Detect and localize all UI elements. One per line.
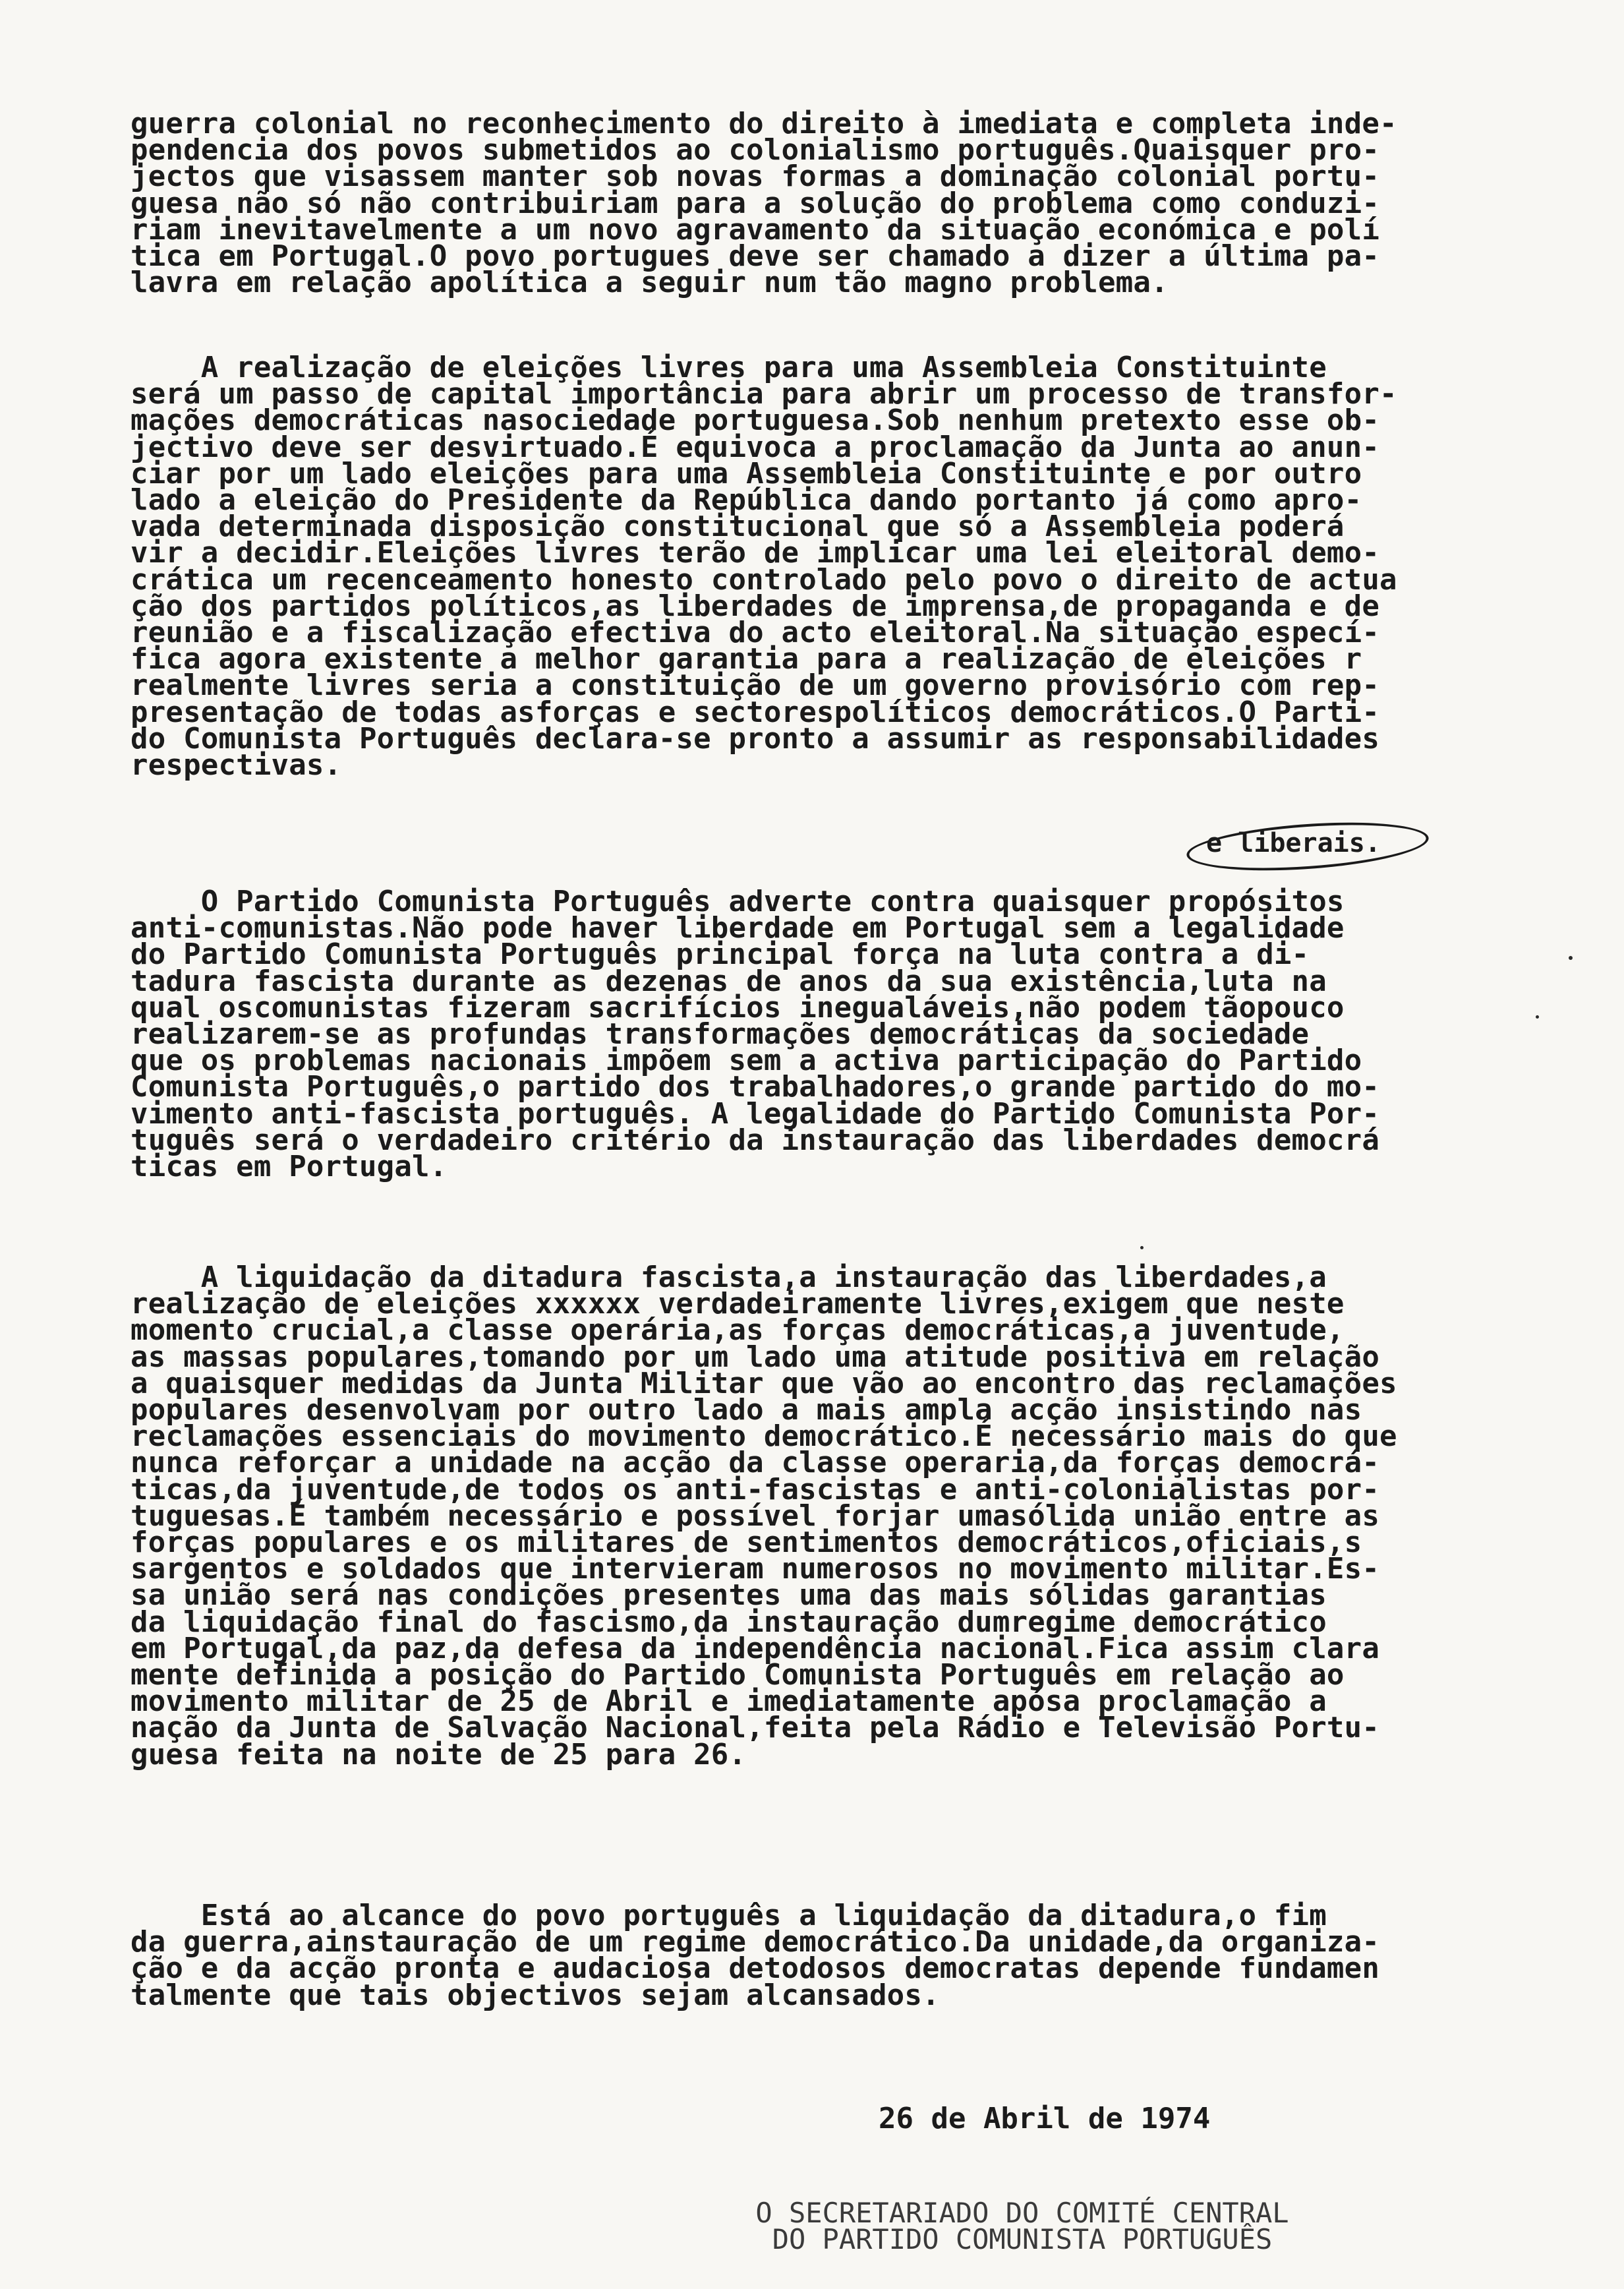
text-line: sa união será nas condições presentes uma das mais sólidas garantias [130, 1578, 1327, 1613]
document-date: 26 de Abril de 1974 [879, 2102, 1211, 2135]
text-line: pendencia dos povos submetidos ao colonialismo português.Quaisquer pro- [130, 133, 1380, 167]
text-line: em Portugal,da paz,da defesa da independência nacional.Fica assim clara [130, 1631, 1380, 1665]
text-line: reunião e a fiscalização efectiva do acto eleitoral.Na situação especí- [130, 616, 1380, 650]
text-line: crática um recenceamento honesto controlado pelo povo o direito de actua [130, 562, 1397, 597]
text-line: guesa feita na noite de 25 para 26. [130, 1737, 747, 1771]
paragraph-4 [130, 1261, 1548, 1771]
text-line: talmente que tais objectivos sejam alcansados. [130, 1978, 940, 2012]
text-line: da guerra,ainstauração de um regime democrático.Da unidade,da organiza- [130, 1925, 1380, 1959]
text-line: a quaisquer medidas da Junta Militar que vão ao encontro das reclamações [130, 1366, 1397, 1400]
text-line: do Partido Comunista Português principal força na luta contra a di- [130, 937, 1310, 972]
text-line: nunca reforçar a unidade na acção da classe operaria,da forças democrá- [130, 1446, 1380, 1480]
text-line: presentação de todas asforças e sectorespolíticos democráticos.O Parti- [130, 695, 1380, 729]
text-line: realizarem-se as profundas transformações democráticas da sociedade [130, 1017, 1310, 1052]
text-line: da liquidação final do fascismo,da instauração dumregime democrático [130, 1605, 1327, 1639]
text-line: mações democráticas nasociedade portuguesa.Sob nenhum pretexto esse ob- [130, 403, 1380, 438]
text-line: vir a decidir.Eleições livres terão de implicar uma lei eleitoral demo- [130, 536, 1380, 570]
text-line: será um passo de capital importância para abrir um processo de transfor- [130, 377, 1397, 411]
ink-speck [1536, 1015, 1539, 1019]
text-line: lado a eleição do Presidente da República dando portanto já como apro- [130, 483, 1362, 518]
text-line: qual oscomunistas fizeram sacrifícios inegualáveis,não podem tãopouco [130, 990, 1345, 1025]
text-line: momento crucial,a classe operária,as forças democráticas,a juventude, [130, 1313, 1345, 1348]
text-line: ticas,da juventude,de todos os anti-fascistas e anti-colonialistas por- [130, 1472, 1380, 1506]
text-line: jectos que visassem manter sob novas formas a dominação colonial portu- [130, 160, 1380, 194]
paragraph-2 [130, 351, 1548, 783]
text-line: movimento militar de 25 de Abril e imediatamente apósa proclamação a [130, 1684, 1327, 1719]
text-line: guerra colonial no reconhecimento do direito à imediata e completa inde- [130, 107, 1397, 140]
text-line: vada determinada disposição constitucional que só a Assembleia poderá [130, 510, 1345, 544]
text-line: ção dos partidos políticos,as liberdades de imprensa,de propaganda e de [130, 589, 1380, 623]
text-line: as massas populares,tomando por um lado uma atitude positiva em relação [130, 1340, 1380, 1374]
text-line: ciar por um lado eleições para uma Assembleia Constituinte e por outro [130, 456, 1362, 490]
text-line: nação da Junta de Salvação Nacional,feita pela Rádio e Televisão Portu- [130, 1711, 1380, 1745]
text-line: do Comunista Português declara-se pronto a assumir as responsabilidades [130, 721, 1380, 756]
text-line: vimento anti-fascista português. A legalidade do Partido Comunista Por- [130, 1096, 1380, 1131]
text-line: Está ao alcance do povo português a liquidação da ditadura,o fim [130, 1899, 1327, 1932]
text-line: forças populares e os militares de sentimentos democráticos,oficiais,s [130, 1526, 1362, 1560]
text-line: lavra em relação apolítica a seguir num tão magno problema. [130, 266, 1169, 300]
text-line: A realização de eleições livres para uma Assembleia Constituinte [130, 351, 1327, 384]
text-line: reclamações essenciais do movimento democrático.É necessário mais do que [130, 1419, 1397, 1454]
text-line: ticas em Portugal. [130, 1150, 448, 1184]
text-line: A liquidação da ditadura fascista,a instauração das liberdades,a [130, 1261, 1327, 1294]
text-line: guesa não só não contribuiriam para a solução do problema como conduzi- [130, 186, 1380, 220]
text-line: tuguês será o verdadeiro critério da instauração das liberdades democrá [130, 1123, 1380, 1157]
paragraph-3 [130, 885, 1548, 1184]
text-line: mente definida a posição do Partido Comunista Português em relação ao [130, 1658, 1345, 1692]
text-line: jectivo deve ser desvirtuado.É equivoca a proclamação da Junta ao anun- [130, 430, 1380, 464]
handwritten-annotation: e liberais. [1206, 828, 1381, 858]
text-line: tuguesas.É também necessário e possível forjar umasólida união entre as [130, 1499, 1380, 1533]
text-line: realmente livres seria a constituição de um governo provisório com rep- [130, 669, 1380, 703]
text-line: O Partido Comunista Português adverte contra quaisquer propósitos [130, 885, 1345, 918]
text-line: populares desenvolvam por outro lado a mais ampla acção insistindo nas [130, 1393, 1362, 1427]
signature-line: O SECRETARIADO DO COMITÉ CENTRAL [755, 2197, 1289, 2229]
ink-speck [1140, 1246, 1144, 1249]
text-line: ção e da acção pronta e audaciosa detodosos democratas depende fundamen [130, 1951, 1380, 1986]
signature-line: DO PARTIDO COMUNISTA PORTUGUÊS [772, 2223, 1273, 2255]
text-line: fica agora existente a melhor garantia para a realização de eleições r [130, 642, 1362, 676]
signature-block [703, 2197, 1342, 2255]
paragraph-5 [130, 1899, 1548, 2012]
paragraph-1 [130, 107, 1548, 300]
text-line: Comunista Português,o partido dos trabalhadores,o grande partido do mo- [130, 1070, 1380, 1104]
text-line: respectivas. [130, 748, 342, 783]
text-line: tadura fascista durante as dezenas de anos da sua existência,luta na [130, 964, 1327, 998]
text-line: sargentos e soldados que intervieram numerosos no movimento militar.Es- [130, 1552, 1380, 1586]
text-line: anti-comunistas.Não pode haver liberdade em Portugal sem a legalidade [130, 911, 1345, 945]
text-line: que os problemas nacionais impõem sem a activa participação do Partido [130, 1044, 1362, 1078]
ink-speck [1569, 956, 1573, 960]
text-line: tica em Portugal.O povo portugues deve ser chamado a dizer a última pa- [130, 239, 1380, 274]
text-line: realização de eleições xxxxxx verdadeiramente livres,exigem que neste [130, 1287, 1345, 1321]
text-line: riam inevitavelmente a um novo agravamento da situação económica e polí [130, 212, 1380, 247]
